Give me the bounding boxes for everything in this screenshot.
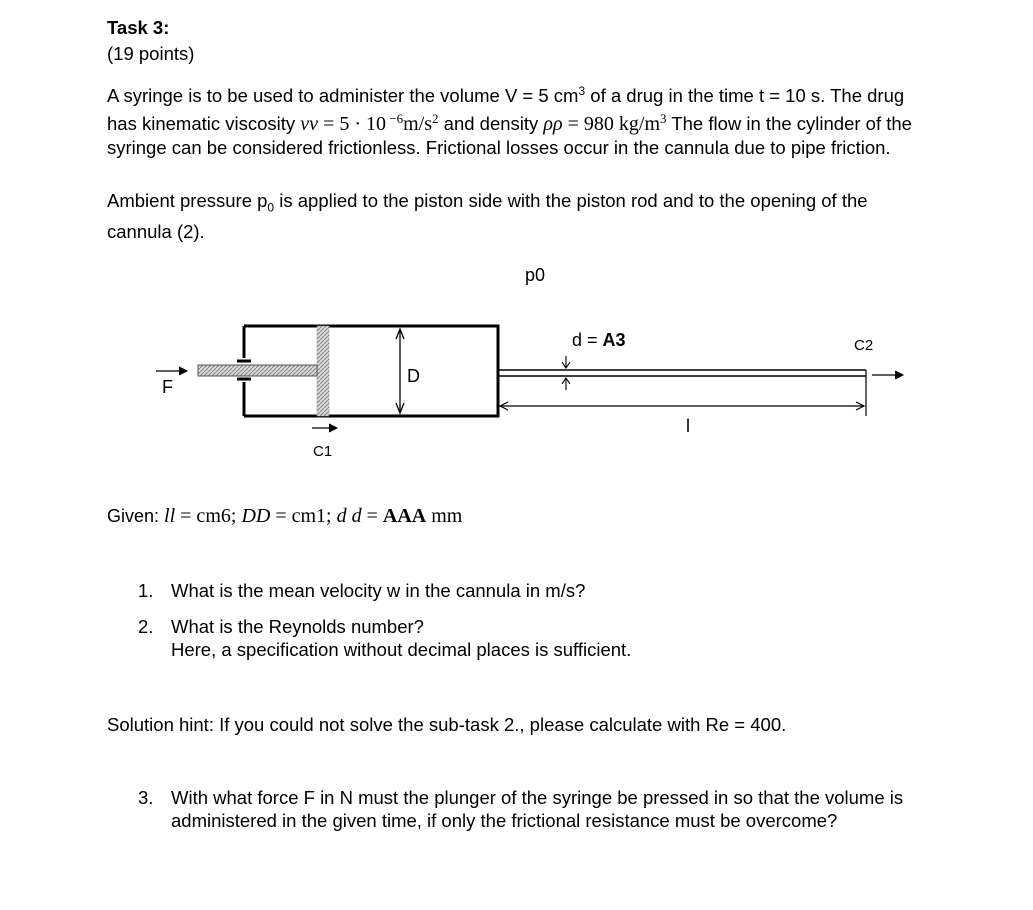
question-1: 1. What is the mean velocity w in the cannula in m/s? [138,580,586,601]
given-values: Given: ll = cm6; DD = cm1; d d = AAA mm [107,505,463,527]
D-label: D [407,366,420,386]
piston-rod [198,365,317,376]
c1-label: C1 [313,443,333,460]
c2-label: C2 [854,337,874,354]
task-points: (19 points) [107,43,195,64]
solution-hint: Solution hint: If you could not solve the sub-task 2., please calculate with Re = 400. [107,714,787,735]
l-label: l [686,416,690,436]
p0-label: p0 [525,265,546,285]
problem-statement: A syringe is to be used to administer the volume V = 5 $cm^3$ of a drug in the time t = 10 s. The drug has kinematic viscosity νν = 5 · 10 $^{-6}m/s^2$ and density ρρ = 980 $kg/m^3$ The flow in the cylinder of the syringe can be considered frictionless. Frictional losses occur in the cannula due to pipe friction. [107,84,912,159]
question-3: 3. With what force F in N must the plunger of the syringe be pressed in so that the volume is administered in the given time, if only the frictional resistance must be overcome? [138,787,904,831]
ambient-pressure-statement: Ambient pressure $p_0$ is applied to the piston side with the piston rod and to the opening of the cannula (2). [107,190,868,242]
task-title: Task 3: [107,17,170,38]
piston [317,326,329,416]
d-label: d = A3 [572,330,626,350]
F-label: F [162,377,173,397]
syringe-diagram [0,250,1033,470]
question-2: 2. What is the Reynolds number? Here, a specification without decimal places is sufficient. [138,616,632,660]
